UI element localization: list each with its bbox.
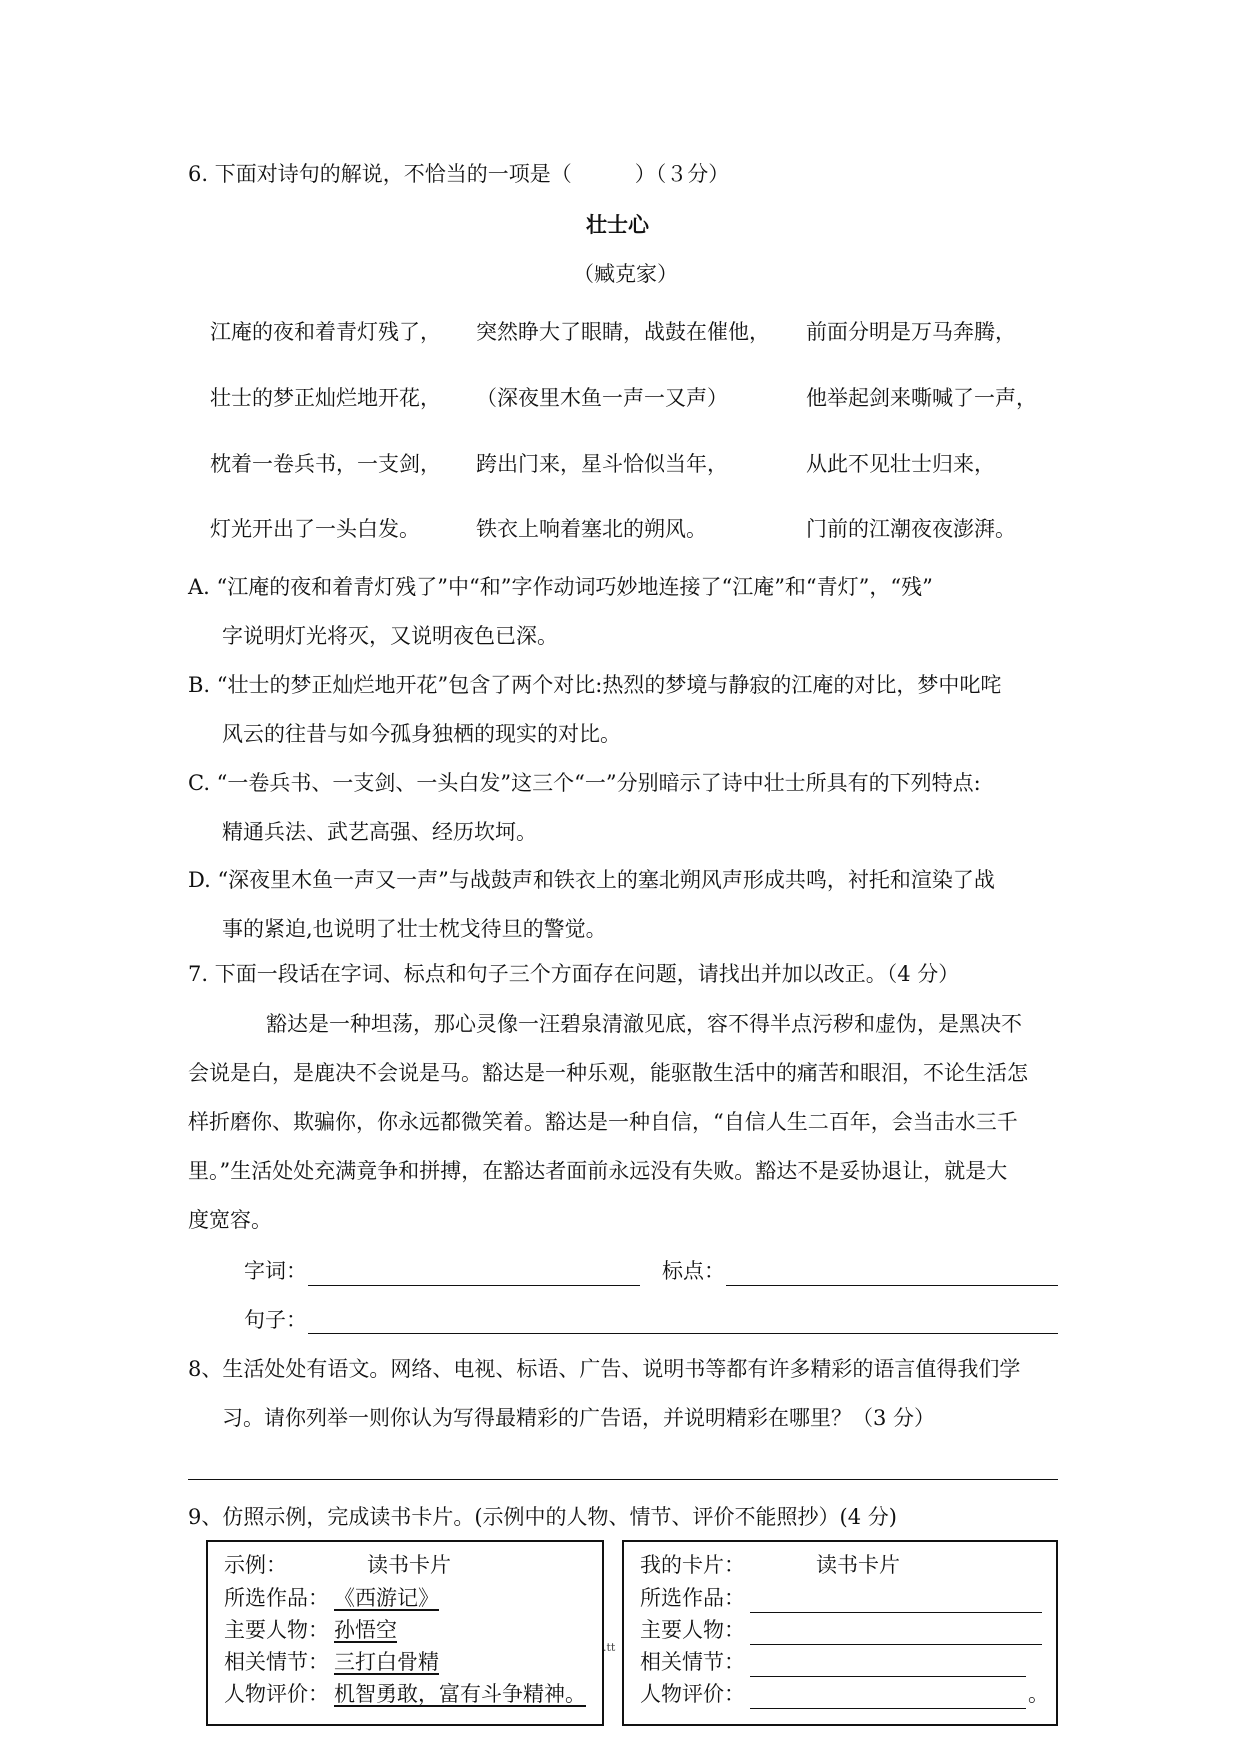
answer-line-sentence[interactable]: [308, 1333, 1058, 1334]
option-line: 字说明灯光将灭，又说明夜色已深。: [222, 624, 558, 648]
card-row-label: 主要人物：: [640, 1618, 745, 1642]
card-answer-line[interactable]: [750, 1708, 1026, 1709]
poem-line: 灯光开出了一头白发。: [210, 517, 420, 541]
q6-stem: 6. 下面对诗句的解说，不恰当的一项是（ ）（３分）: [188, 162, 730, 186]
poem-line: 铁衣上响着塞北的朔风。: [476, 517, 707, 541]
answer-line-punctuation[interactable]: [726, 1285, 1058, 1286]
q7-stem: 7. 下面一段话在字词、标点和句子三个方面存在问题，请找出并加以改正。（4 分）: [188, 962, 960, 986]
option-line: A. “江庵的夜和着青灯残了”中“和”字作动词巧妙地连接了“江庵”和“青灯”，“残”: [188, 575, 933, 599]
card-row-label: 相关情节：: [640, 1650, 745, 1674]
option-line: 风云的往昔与如今孤身独栖的现实的对比。: [222, 722, 621, 746]
poem-line: 跨出门来，星斗恰似当年，: [476, 452, 728, 476]
q8-line-2: 习。请你列举一则你认为写得最精彩的广告语，并说明精彩在哪里？（3 分）: [222, 1406, 936, 1430]
poem-line: 他举起剑来嘶喊了一声，: [806, 386, 1037, 410]
stray-mark: .tt: [603, 1641, 616, 1654]
example-card-title: 读书卡片: [367, 1553, 451, 1577]
card-end-mark: 。: [1028, 1682, 1049, 1706]
poem-author: （臧克家）: [573, 262, 678, 286]
card-answer-line[interactable]: [750, 1612, 1042, 1613]
poem-line: 门前的江潮夜夜澎湃。: [806, 517, 1016, 541]
poem-line: （深夜里木鱼一声一又声）: [476, 386, 728, 410]
poem-line: 突然睁大了眼睛，战鼓在催他，: [476, 320, 770, 344]
poem-title: 壮士心: [586, 212, 649, 237]
card-answer-line[interactable]: [750, 1676, 1026, 1677]
my-card-header: 我的卡片：: [640, 1553, 745, 1577]
paragraph-line: 里。”生活处处充满竟争和拼搏，在豁达者面前永远没有失败。豁达不是妥协退让，就是大: [188, 1159, 1008, 1183]
q8-line-1: 8、生活处处有语文。网络、电视、标语、广告、说明书等都有许多精彩的语言值得我们学: [188, 1357, 1021, 1381]
paragraph-line: 度宽容。: [188, 1208, 272, 1232]
paragraph-line: 豁达是一种坦荡，那心灵像一汪碧泉清澈见底，容不得半点污秽和虚伪，是黑决不: [266, 1012, 1022, 1036]
paragraph-line: 样折磨你、欺骗你，你永远都微笑着。豁达是一种自信，“自信人生二百年，会当击水三千: [188, 1110, 1018, 1134]
label-punctuation: 标点：: [662, 1259, 725, 1283]
poem-line: 从此不见壮士归来，: [806, 452, 995, 476]
card-row-label: 人物评价：: [224, 1682, 329, 1706]
option-line: C. “一卷兵书、一支剑、一头白发”这三个“一”分别暗示了诗中壮士所具有的下列特点:: [188, 771, 981, 795]
card-row-label: 所选作品：: [224, 1586, 329, 1610]
card-row-label: 主要人物：: [224, 1618, 329, 1642]
card-row-label: 所选作品：: [640, 1586, 745, 1610]
example-card-header: 示例：: [224, 1553, 287, 1577]
card-row-value: 机智勇敢，富有斗争精神。: [334, 1682, 586, 1706]
card-row-label: 人物评价：: [640, 1682, 745, 1706]
option-line: D. “深夜里木鱼一声又一声”与战鼓声和铁衣上的塞北朔风声形成共鸣，衬托和渲染了战: [188, 868, 995, 892]
label-words: 字词：: [244, 1259, 307, 1283]
my-card-title: 读书卡片: [816, 1553, 900, 1577]
poem-line: 前面分明是万马奔腾，: [806, 320, 1016, 344]
poem-line: 枕着一卷兵书，一支剑，: [210, 452, 441, 476]
q9-stem: 9、仿照示例，完成读书卡片。(示例中的人物、情节、评价不能照抄）(4 分): [188, 1505, 897, 1529]
card-row-label: 相关情节：: [224, 1650, 329, 1674]
option-line: B. “壮士的梦正灿烂地开花”包含了两个对比:热烈的梦境与静寂的江庵的对比，梦中叱咤: [188, 673, 1002, 697]
label-sentence: 句子：: [244, 1308, 307, 1332]
option-line: 精通兵法、武艺高强、经历坎坷。: [222, 820, 537, 844]
card-answer-line[interactable]: [750, 1644, 1042, 1645]
answer-line-q8[interactable]: [188, 1479, 1058, 1480]
poem-line: 江庵的夜和着青灯残了，: [210, 320, 441, 344]
answer-line-words[interactable]: [308, 1285, 640, 1286]
option-line: 事的紧迫,也说明了壮士枕戈待旦的警觉。: [222, 917, 607, 941]
card-row-value: 《西游记》: [334, 1586, 439, 1610]
card-row-value: 三打白骨精: [334, 1650, 439, 1674]
poem-line: 壮士的梦正灿烂地开花，: [210, 386, 441, 410]
paragraph-line: 会说是白，是鹿决不会说是马。豁达是一种乐观，能驱散生活中的痛苦和眼泪，不论生活怎: [188, 1061, 1028, 1085]
card-row-value: 孙悟空: [334, 1618, 397, 1642]
